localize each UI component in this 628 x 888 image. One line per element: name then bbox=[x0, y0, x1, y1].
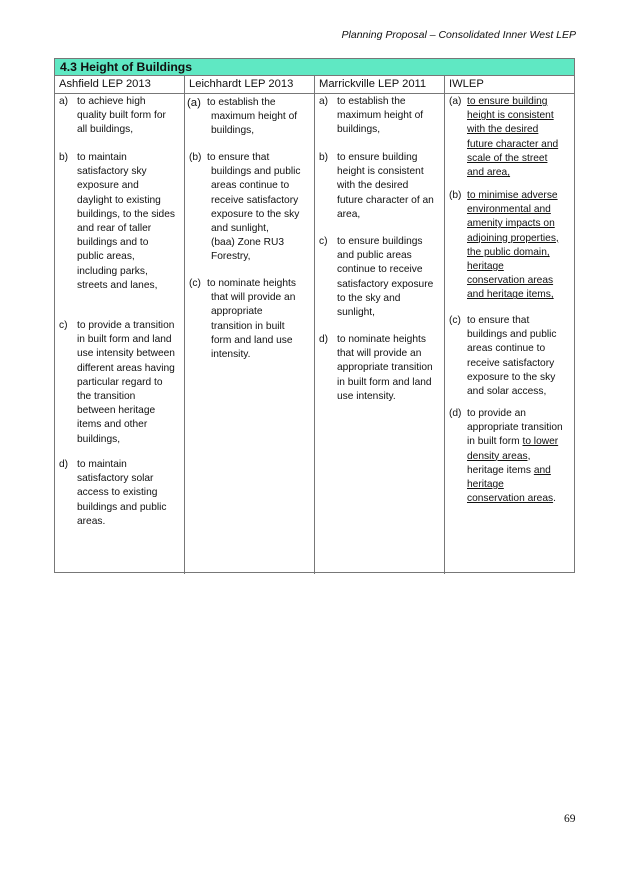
item-line: environmental and bbox=[467, 204, 551, 216]
item-marker: (c) bbox=[449, 315, 461, 326]
item-line: to provide an bbox=[467, 408, 526, 419]
marrickville-cell bbox=[315, 94, 445, 574]
item-line: access to existing bbox=[77, 487, 158, 499]
item-line: buildings and public bbox=[77, 501, 167, 513]
item-line: buildings and to bbox=[77, 237, 149, 249]
item-line bbox=[467, 435, 570, 449]
item-line: to achieve high bbox=[77, 96, 146, 107]
item-line: future character and bbox=[467, 138, 559, 150]
item-line: buildings and public bbox=[211, 166, 301, 178]
item-line: to nominate heights bbox=[207, 278, 296, 289]
item-line: heritage bbox=[467, 479, 504, 491]
item-line: continue to receive bbox=[337, 264, 423, 276]
item-line: to ensure buildings bbox=[337, 236, 423, 247]
item-line: maximum height of bbox=[211, 111, 298, 123]
item-line: and area, bbox=[467, 167, 511, 179]
item-line: use intensity between bbox=[77, 348, 175, 360]
page-header: Planning Proposal – Consolidated Inner West LEP bbox=[341, 29, 576, 41]
item-line: daylight to existing bbox=[77, 194, 161, 206]
item-line: receive satisfactory bbox=[211, 194, 299, 206]
item-line: in built form and land bbox=[337, 376, 432, 388]
text-segment: in built form bbox=[467, 436, 523, 448]
iwlep-cell bbox=[445, 94, 574, 574]
item-line: buildings, bbox=[337, 124, 381, 136]
item-line: and sunlight, bbox=[211, 223, 269, 235]
item-marker: a) bbox=[59, 96, 69, 107]
item-line: quality built form for bbox=[77, 110, 166, 122]
item-line: between heritage bbox=[77, 405, 156, 417]
item-line: satisfactory solar bbox=[77, 473, 154, 485]
item-line: appropriate transition bbox=[337, 362, 433, 374]
item-line: (baa) Zone RU3 bbox=[211, 237, 285, 249]
item-line: areas. bbox=[77, 515, 106, 527]
item-line: scale of the street bbox=[467, 152, 548, 164]
underlined-text: conservation areas bbox=[467, 493, 554, 505]
item-marker: c) bbox=[319, 236, 328, 247]
item-marker: c) bbox=[59, 320, 68, 331]
item-line: with the desired bbox=[467, 124, 539, 136]
item-marker: (a) bbox=[449, 96, 462, 107]
item-line: to minimise adverse bbox=[467, 190, 558, 201]
item-line: buildings, bbox=[77, 433, 121, 445]
item-line: areas continue to bbox=[467, 343, 546, 355]
item-line: the transition bbox=[77, 391, 136, 403]
item-line: height is consistent bbox=[337, 166, 424, 178]
underlined-text: to lower bbox=[522, 436, 559, 448]
item-marker: d) bbox=[319, 334, 329, 345]
text-segment: heritage items bbox=[467, 464, 534, 476]
item-marker: a) bbox=[319, 96, 329, 107]
item-line: appropriate transition bbox=[467, 422, 563, 434]
item-line: use intensity. bbox=[337, 390, 396, 402]
item-line: adjoining properties, bbox=[467, 232, 559, 244]
item-line: to ensure building bbox=[467, 96, 548, 107]
item-line: satisfactory sky bbox=[77, 166, 147, 178]
item-line: receive satisfactory bbox=[467, 357, 555, 369]
item-line: transition in built bbox=[211, 320, 285, 332]
item-line: to maintain bbox=[77, 459, 127, 470]
item-line: to ensure that bbox=[467, 315, 530, 326]
column-header-marrickville: Marrickville LEP 2011 bbox=[315, 76, 445, 93]
item-line: to provide a transition bbox=[77, 320, 175, 331]
ashfield-cell bbox=[55, 94, 185, 574]
item-marker: b) bbox=[319, 152, 329, 163]
item-line: in built form and land bbox=[77, 334, 172, 346]
item-line: items and other bbox=[77, 419, 148, 431]
item-marker: (b) bbox=[449, 190, 462, 201]
item-line: appropriate bbox=[211, 306, 263, 318]
item-line: and solar access, bbox=[467, 386, 547, 398]
item-line: to establish the bbox=[207, 97, 276, 108]
height-of-buildings-table bbox=[54, 58, 575, 573]
column-header-ashfield: Ashfield LEP 2013 bbox=[55, 76, 185, 93]
item-line: and public areas bbox=[337, 250, 412, 262]
item-line: exposure to the sky bbox=[467, 371, 556, 383]
item-line: form and land use bbox=[211, 334, 293, 346]
item-line: sunlight, bbox=[337, 307, 375, 319]
item-line: height is consistent bbox=[467, 110, 554, 122]
item-marker: (d) bbox=[449, 408, 462, 419]
item-line: streets and lanes, bbox=[77, 279, 158, 291]
underlined-text: and bbox=[533, 464, 551, 476]
item-line: buildings, to the sides bbox=[77, 208, 175, 220]
item-line: conservation areas bbox=[467, 275, 554, 287]
item-line: intensity. bbox=[211, 349, 251, 361]
item-line: all buildings, bbox=[77, 124, 134, 136]
column-header-leichhardt: Leichhardt LEP 2013 bbox=[185, 76, 315, 93]
item-line: future character of an bbox=[337, 194, 434, 206]
item-line: to ensure that bbox=[207, 152, 270, 163]
item-line: Forestry, bbox=[211, 251, 251, 263]
item-line: maximum height of bbox=[337, 110, 424, 122]
text-segment: . bbox=[553, 493, 556, 505]
item-line: different areas having bbox=[77, 362, 175, 374]
item-line: with the desired bbox=[337, 180, 409, 192]
page-number: 69 bbox=[564, 813, 576, 825]
item-line: buildings, bbox=[211, 125, 255, 137]
item-line: that will provide an bbox=[211, 292, 296, 304]
item-marker: (c) bbox=[189, 278, 201, 289]
item-line: exposure and bbox=[77, 180, 139, 192]
item-line: to the sky and bbox=[337, 292, 401, 304]
item-line: density areas, bbox=[467, 450, 531, 462]
item-marker: d) bbox=[59, 459, 69, 470]
item-line: satisfactory exposure bbox=[337, 278, 434, 290]
item-line: and rear of taller bbox=[77, 223, 152, 235]
item-line: amenity impacts on bbox=[467, 218, 555, 230]
item-line: areas continue to bbox=[211, 180, 290, 192]
leichhardt-cell bbox=[185, 94, 315, 574]
item-line: to ensure building bbox=[337, 152, 418, 163]
table-body-row bbox=[55, 94, 574, 574]
item-line: and heritage items, bbox=[467, 289, 554, 301]
item-line: buildings and public bbox=[467, 329, 557, 341]
item-line: exposure to the sky bbox=[211, 208, 300, 220]
item-line: heritage bbox=[467, 261, 504, 273]
item-line: to establish the bbox=[337, 96, 406, 107]
item-line: particular regard to bbox=[77, 376, 163, 388]
column-header-iwlep: IWLEP bbox=[449, 78, 484, 90]
table-header-row bbox=[55, 76, 574, 94]
item-line bbox=[467, 492, 570, 506]
table-title: 4.3 Height of Buildings bbox=[55, 59, 574, 76]
item-line bbox=[467, 464, 570, 478]
item-line: to maintain bbox=[77, 152, 127, 163]
item-line: to nominate heights bbox=[337, 334, 426, 345]
item-line: area, bbox=[337, 208, 361, 220]
item-marker: (a) bbox=[187, 97, 201, 109]
item-marker: b) bbox=[59, 152, 69, 163]
item-line: that will provide an bbox=[337, 348, 422, 360]
item-line: public areas, bbox=[77, 251, 135, 263]
item-line: including parks, bbox=[77, 265, 148, 277]
item-marker: (b) bbox=[189, 152, 202, 163]
item-line: the public domain, bbox=[467, 246, 550, 258]
